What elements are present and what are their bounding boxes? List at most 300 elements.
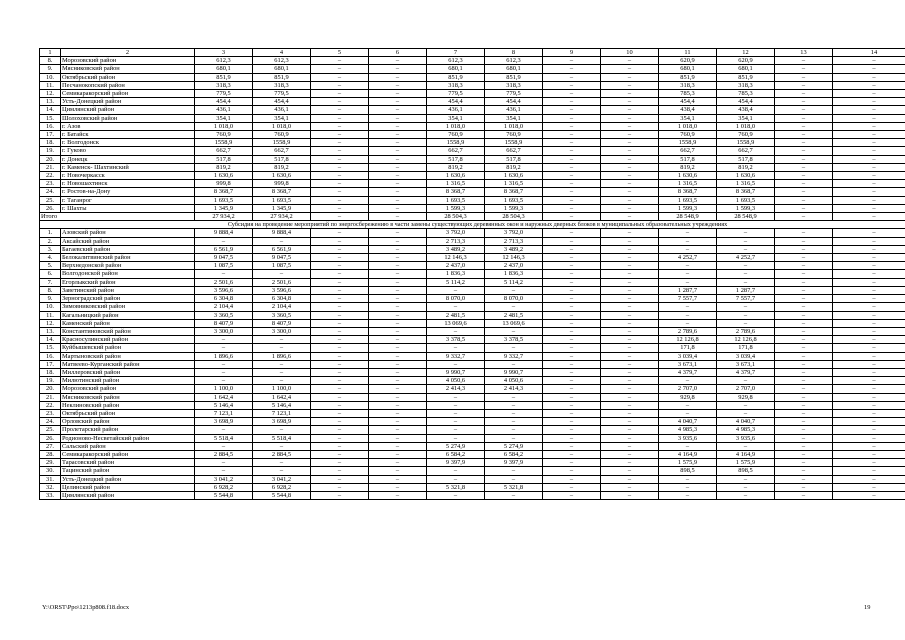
table-cell: 1 896,6 [195,352,253,360]
table-cell: 10. [40,73,61,81]
table-cell: 851,9 [485,73,543,81]
table-cell: 318,3 [253,81,311,89]
table-cell: – [311,327,369,335]
table-cell: – [775,295,833,303]
table-cell: – [833,352,905,360]
table-cell: 819,2 [427,163,485,171]
table-cell: – [601,311,659,319]
table-cell: 898,5 [659,467,717,475]
table-cell: – [601,352,659,360]
table-cell: – [311,204,369,212]
table-cell: 2 713,3 [485,237,543,245]
table-row [40,278,905,286]
table-cell: – [775,336,833,344]
table-cell: 1 630,6 [253,172,311,180]
table-body [40,49,905,500]
table-cell: – [369,73,427,81]
table-cell: – [775,434,833,442]
table-cell: 20. [40,155,61,163]
table-cell: – [427,418,485,426]
table-cell: – [485,393,543,401]
table-cell: – [543,409,601,417]
table-cell: 1558,9 [659,139,717,147]
table-cell: 5 544,8 [195,491,253,499]
table-cell: – [427,426,485,434]
table-cell: – [833,254,905,262]
table-cell: – [311,418,369,426]
table-cell: Цимлянский район [61,491,195,499]
table-row [40,450,905,458]
table-cell: – [253,270,311,278]
table-cell: 3 378,5 [485,336,543,344]
table-cell: 9 990,7 [427,368,485,376]
table-cell: 1 575,9 [717,459,775,467]
table-cell: – [775,180,833,188]
section-title-row [40,221,905,229]
table-cell: Мясниковский район [61,65,195,73]
table-cell: – [717,377,775,385]
table-cell: 612,3 [195,57,253,65]
table-cell: – [601,180,659,188]
table-cell: 8 368,7 [195,188,253,196]
table-cell: 33. [40,491,61,499]
table-cell: – [485,434,543,442]
table-cell: 5 518,4 [195,434,253,442]
table-cell: 2 414,3 [427,385,485,393]
table-cell: 2 789,6 [659,327,717,335]
table-cell: – [311,352,369,360]
table-cell: Кагальницкий район [61,311,195,319]
table-row [40,311,905,319]
table-cell: – [543,114,601,122]
table-row [40,368,905,376]
table-cell: 318,3 [659,81,717,89]
table-cell: – [369,491,427,499]
table-cell: 3 698,9 [253,418,311,426]
table-cell: 14. [40,336,61,344]
table-cell: – [601,467,659,475]
table-cell: – [717,303,775,311]
table-cell: 662,7 [659,147,717,155]
table-cell: 1 693,5 [717,196,775,204]
table-cell: 438,4 [659,106,717,114]
table-cell: 5 274,9 [427,442,485,450]
table-cell: – [717,491,775,499]
table-cell: – [543,467,601,475]
table-cell: – [833,475,905,483]
table-cell: 612,3 [485,57,543,65]
table-cell: 1 316,5 [427,180,485,188]
table-cell: – [311,311,369,319]
table-cell: 4 379,7 [717,368,775,376]
table-cell: г. Азов [61,122,195,130]
table-cell: 785,3 [717,90,775,98]
table-cell: 17. [40,360,61,368]
table-cell: 2. [40,237,61,245]
table-cell: – [543,344,601,352]
table-cell: 15. [40,344,61,352]
table-cell: – [311,245,369,253]
table-cell: Егорлыкский район [61,278,195,286]
table-cell: – [543,254,601,262]
table-cell: Куйбышевский район [61,344,195,352]
table-cell: – [369,262,427,270]
table-cell: – [775,409,833,417]
table-cell: 11. [40,311,61,319]
table-cell: 2 501,6 [253,278,311,286]
table-cell: 929,8 [717,393,775,401]
table-cell: 9 397,9 [485,459,543,467]
table-cell: – [485,303,543,311]
table-cell: – [369,139,427,147]
table-cell: – [601,336,659,344]
table-row [40,483,905,491]
table-cell: Матвеево-Курганский район [61,360,195,368]
table-cell: – [717,229,775,237]
table-cell: – [833,360,905,368]
table-cell: – [543,73,601,81]
table-cell: 6 928,2 [253,483,311,491]
table-cell: 1 693,5 [253,196,311,204]
table-cell: – [543,286,601,294]
table-cell: 7 557,7 [659,295,717,303]
table-cell: – [659,442,717,450]
table-cell: – [775,163,833,171]
table-cell: – [775,114,833,122]
table-cell: – [833,327,905,335]
table-cell: 14. [40,106,61,114]
table-cell: 26. [40,434,61,442]
table-cell: – [543,336,601,344]
table-cell: Милютинский район [61,377,195,385]
table-cell: – [369,65,427,73]
table-row [40,229,905,237]
table-cell: Каменский район [61,319,195,327]
table-cell: – [195,459,253,467]
table-cell: – [659,483,717,491]
table-cell: 16. [40,352,61,360]
table-cell: – [369,172,427,180]
table-cell: – [543,442,601,450]
table-cell: г. Гуково [61,147,195,155]
table-cell: – [311,286,369,294]
table-cell: 3 039,4 [659,352,717,360]
table-cell: – [369,344,427,352]
table-cell: – [311,65,369,73]
table-cell: – [485,491,543,499]
table-cell: 25. [40,426,61,434]
table-cell: – [775,393,833,401]
table-cell: – [485,426,543,434]
table-cell: – [369,352,427,360]
table-cell: – [601,327,659,335]
table-cell: 779,5 [253,90,311,98]
table-cell: 6 584,2 [427,450,485,458]
table-cell: – [601,204,659,212]
table-cell: – [427,327,485,335]
table-cell: – [833,377,905,385]
table-cell: – [311,139,369,147]
table-cell: 4 164,9 [659,450,717,458]
table-cell: 454,4 [659,98,717,106]
table-cell: – [833,262,905,270]
table-cell: 4 252,7 [717,254,775,262]
table-row [40,336,905,344]
table-cell: – [601,377,659,385]
table-cell: – [717,262,775,270]
table-cell: 318,3 [485,81,543,89]
table-cell: 1558,9 [195,139,253,147]
table-cell: – [601,254,659,262]
table-cell: 3 935,6 [717,434,775,442]
table-cell: 1 630,6 [427,172,485,180]
table-cell: – [833,147,905,155]
table-cell: – [369,188,427,196]
table-cell: 3 673,1 [717,360,775,368]
table-cell: 8 368,7 [717,188,775,196]
table-cell: – [195,270,253,278]
table-row [40,180,905,188]
table-cell: 9 990,7 [485,368,543,376]
table-cell: – [369,377,427,385]
table-cell: – [311,426,369,434]
table-cell: – [369,229,427,237]
table-cell: – [833,295,905,303]
table-cell: 999,8 [195,180,253,188]
table-cell: 18. [40,368,61,376]
table-cell: – [311,131,369,139]
table-cell: Усть-Донецкий район [61,98,195,106]
table-cell: 2 481,5 [427,311,485,319]
table-cell: 680,1 [717,65,775,73]
table-cell: – [659,377,717,385]
table-cell: 1558,9 [253,139,311,147]
table-cell: – [543,57,601,65]
table-cell: – [833,180,905,188]
table-cell: 20. [40,385,61,393]
table-cell: 9 047,5 [253,254,311,262]
table-cell: – [601,163,659,171]
table-cell: – [311,368,369,376]
table-cell: – [311,57,369,65]
table-cell: 8 [485,49,543,57]
table-cell: 29. [40,459,61,467]
table-cell: 11 [659,49,717,57]
table-cell: Тацинский район [61,467,195,475]
table-cell: – [833,213,905,221]
table-cell: 436,1 [427,106,485,114]
table-cell: – [833,434,905,442]
table-cell: – [601,278,659,286]
table-cell: 1 630,6 [195,172,253,180]
table-cell: 28. [40,450,61,458]
table-cell: – [369,450,427,458]
table-cell: – [485,286,543,294]
table-cell: – [311,475,369,483]
table-cell: 9 332,7 [427,352,485,360]
table-cell: – [601,172,659,180]
table-cell: – [833,336,905,344]
table-cell: – [253,344,311,352]
table-cell: 819,2 [253,163,311,171]
table-cell: 2 713,3 [427,237,485,245]
table-cell: Константиновский район [61,327,195,335]
table-cell: г. Ростов-на-Дону [61,188,195,196]
table-cell: – [659,237,717,245]
table-cell: 318,3 [717,81,775,89]
table-cell: – [543,229,601,237]
table-cell: – [195,344,253,352]
table-row [40,204,905,212]
table-cell: – [833,270,905,278]
table-cell: – [775,352,833,360]
table-cell: – [369,270,427,278]
table-cell: – [253,336,311,344]
table-cell: – [369,467,427,475]
table-cell: 8 070,0 [427,295,485,303]
table-cell: – [775,450,833,458]
table-cell: 1 316,5 [659,180,717,188]
table-cell: 1558,9 [427,139,485,147]
table-cell: 5 321,8 [485,483,543,491]
table-cell: 1 642,4 [195,393,253,401]
table-cell: 5 321,8 [427,483,485,491]
table-cell: 16. [40,122,61,130]
table-cell: – [659,245,717,253]
table-cell: 3 596,6 [253,286,311,294]
table-cell: 4 985,3 [659,426,717,434]
table-cell: 1. [40,229,61,237]
table-row [40,434,905,442]
table-cell: 1 287,7 [717,286,775,294]
table-cell: – [601,401,659,409]
table-row [40,237,905,245]
table-cell: 12 126,8 [659,336,717,344]
table-cell: 612,3 [253,57,311,65]
table-cell: – [369,204,427,212]
table-cell: 1 575,9 [659,459,717,467]
table-row [40,459,905,467]
table-cell: – [369,278,427,286]
table-cell: – [601,213,659,221]
table-cell: 23. [40,180,61,188]
table-cell: 13 069,6 [427,319,485,327]
table-cell: – [543,172,601,180]
table-cell: – [369,303,427,311]
table-cell: 819,2 [485,163,543,171]
table-cell: 15. [40,114,61,122]
table-cell: – [601,450,659,458]
table-cell: 5 114,2 [485,278,543,286]
table-cell: – [311,295,369,303]
table-cell: – [543,180,601,188]
table-cell: – [543,204,601,212]
table-cell: г. Донецк [61,155,195,163]
table-cell: 318,3 [427,81,485,89]
table-cell: 5 146,4 [195,401,253,409]
table-cell: 354,1 [717,114,775,122]
table-cell: – [659,229,717,237]
table-cell: – [775,237,833,245]
table-row [40,344,905,352]
table-cell: 662,7 [253,147,311,155]
table-row [40,491,905,499]
table-cell: 30. [40,467,61,475]
table-cell: 4. [40,254,61,262]
table-cell: – [543,352,601,360]
table-cell: 6 561,9 [253,245,311,253]
table-cell: Морозовский район [61,385,195,393]
table-row [40,475,905,483]
table-cell: – [775,270,833,278]
table-cell: – [775,229,833,237]
table-cell: – [775,204,833,212]
table-cell: 8. [40,57,61,65]
table-cell: Шолоховский район [61,114,195,122]
table-cell: – [833,319,905,327]
table-cell: 318,3 [195,81,253,89]
table-cell: 19. [40,147,61,155]
table-cell: – [833,73,905,81]
table-cell: – [253,377,311,385]
table-cell: 1 316,5 [717,180,775,188]
table-cell: – [543,90,601,98]
table-cell: 27. [40,442,61,450]
table-cell: Красносулинский район [61,336,195,344]
table-cell: 6 304,8 [253,295,311,303]
table-cell: – [775,106,833,114]
table-cell: – [775,131,833,139]
table-row [40,295,905,303]
table-cell: Аксайский район [61,237,195,245]
table-cell: – [543,311,601,319]
table-cell: – [601,426,659,434]
table-cell: 680,1 [427,65,485,73]
table-cell: – [543,213,601,221]
table-cell: – [775,254,833,262]
table-cell: – [311,459,369,467]
table-cell: – [369,254,427,262]
table-cell: – [717,483,775,491]
table-cell: – [311,122,369,130]
table-cell: – [427,467,485,475]
table-cell: – [543,385,601,393]
table-cell: – [311,393,369,401]
table-cell: – [775,57,833,65]
table-cell: 1558,9 [485,139,543,147]
table-cell: – [833,237,905,245]
table-row [40,172,905,180]
table-cell: 1 345,9 [195,204,253,212]
table-cell: – [833,278,905,286]
table-cell: – [601,385,659,393]
table-cell: – [833,65,905,73]
table-cell: 21. [40,163,61,171]
table-cell: – [543,65,601,73]
table-cell: 3 360,5 [253,311,311,319]
table-cell: 4 050,6 [485,377,543,385]
table-cell: 1 018,0 [485,122,543,130]
table-cell: – [659,475,717,483]
table-cell: 436,1 [195,106,253,114]
table-cell: – [775,442,833,450]
table-cell: 22. [40,401,61,409]
table-cell: 3 673,1 [659,360,717,368]
table-cell: – [311,196,369,204]
table-cell: – [601,442,659,450]
table-cell: 1 087,5 [253,262,311,270]
table-cell: – [601,319,659,327]
